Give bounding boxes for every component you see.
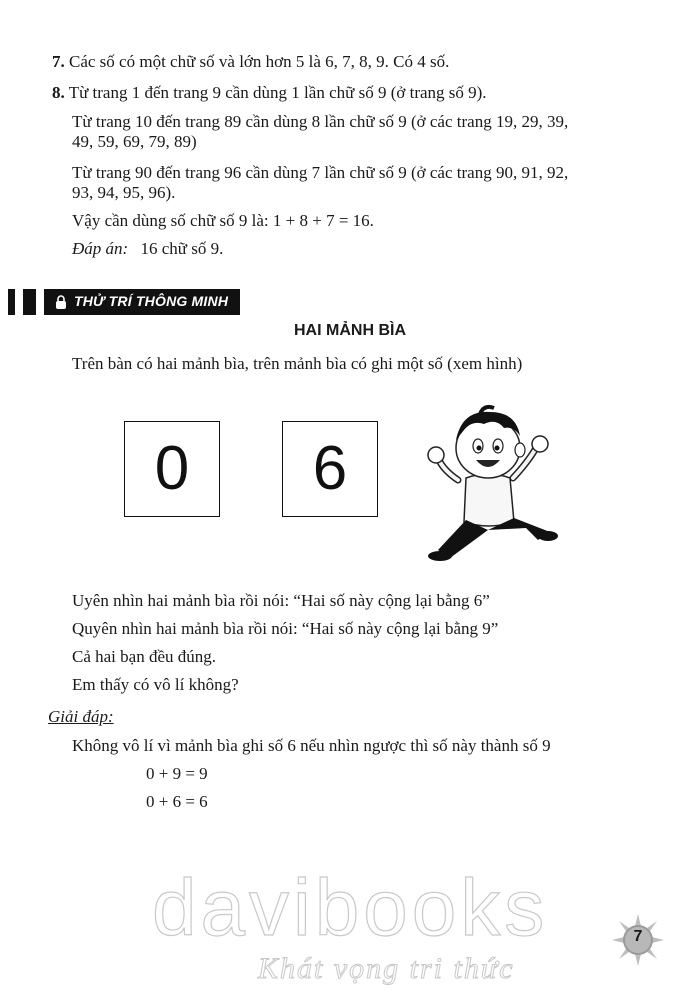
watermark-logo: davibooks — [152, 863, 549, 952]
page-number: 7 — [633, 928, 643, 945]
section-header — [8, 289, 240, 315]
card-six: 6 — [282, 421, 378, 517]
item-8-line-3: 49, 59, 69, 79, 89) — [72, 132, 197, 151]
item-8-line-5: 93, 94, 95, 96). — [72, 183, 176, 202]
puzzle-question: Em thấy có vô lí không? — [72, 675, 239, 694]
lock-icon — [53, 294, 69, 310]
puzzle-intro: Trên bàn có hai mảnh bìa, trên mảnh bìa có ghi một số (xem hình) — [72, 354, 523, 373]
answer-label: Đáp án: — [72, 239, 129, 258]
item-8-line-4: Từ trang 90 đến trang 96 cần dùng 7 lần chữ số 9 (ở các trang 90, 91, 92, — [72, 163, 569, 182]
puzzle-statement-3: Cả hai bạn đều đúng. — [72, 647, 216, 666]
equation-1: 0 + 9 = 9 — [146, 764, 208, 783]
solution-text: Không vô lí vì mảnh bìa ghi số 6 nếu nhìn ngược thì số này thành số 9 — [72, 736, 551, 755]
item-8-line-1 — [52, 82, 487, 104]
item-number: 7. — [52, 52, 65, 71]
jumping-boy-illustration — [418, 400, 568, 572]
item-8-line-6: Vậy cần dùng số chữ số 9 là: 1 + 8 + 7 = 16. — [72, 211, 374, 230]
item-text: Từ trang 1 đến trang 9 cần dùng 1 lần chữ số 9 (ở trang số 9). — [68, 83, 487, 102]
item-8-answer — [72, 238, 223, 260]
watermark-slogan: Khát vọng tri thức — [258, 952, 515, 985]
answer-value: 16 chữ số 9. — [140, 239, 224, 258]
section-title: THỬ TRÍ THÔNG MINH — [74, 293, 229, 309]
puzzle-title: HAI MẢNH BÌA — [294, 322, 406, 339]
equation-2: 0 + 6 = 6 — [146, 792, 208, 811]
item-text: Các số có một chữ số và lớn hơn 5 là 6, 7, 8, 9. Có 4 số. — [69, 52, 450, 71]
puzzle-statement-2: Quyên nhìn hai mảnh bìa rồi nói: “Hai số này cộng lại bằng 9” — [72, 619, 499, 638]
item-8-line-2: Từ trang 10 đến trang 89 cần dùng 8 lần chữ số 9 (ở các trang 19, 29, 39, — [72, 112, 569, 131]
card-zero: 0 — [124, 421, 220, 517]
item-7 — [52, 51, 449, 73]
item-number: 8. — [52, 83, 65, 102]
solution-label: Giải đáp: — [48, 707, 114, 726]
section-bar-stripe — [8, 289, 15, 315]
section-bar-stripe — [23, 289, 36, 315]
puzzle-statement-1: Uyên nhìn hai mảnh bìa rồi nói: “Hai số này cộng lại bằng 6” — [72, 591, 490, 610]
